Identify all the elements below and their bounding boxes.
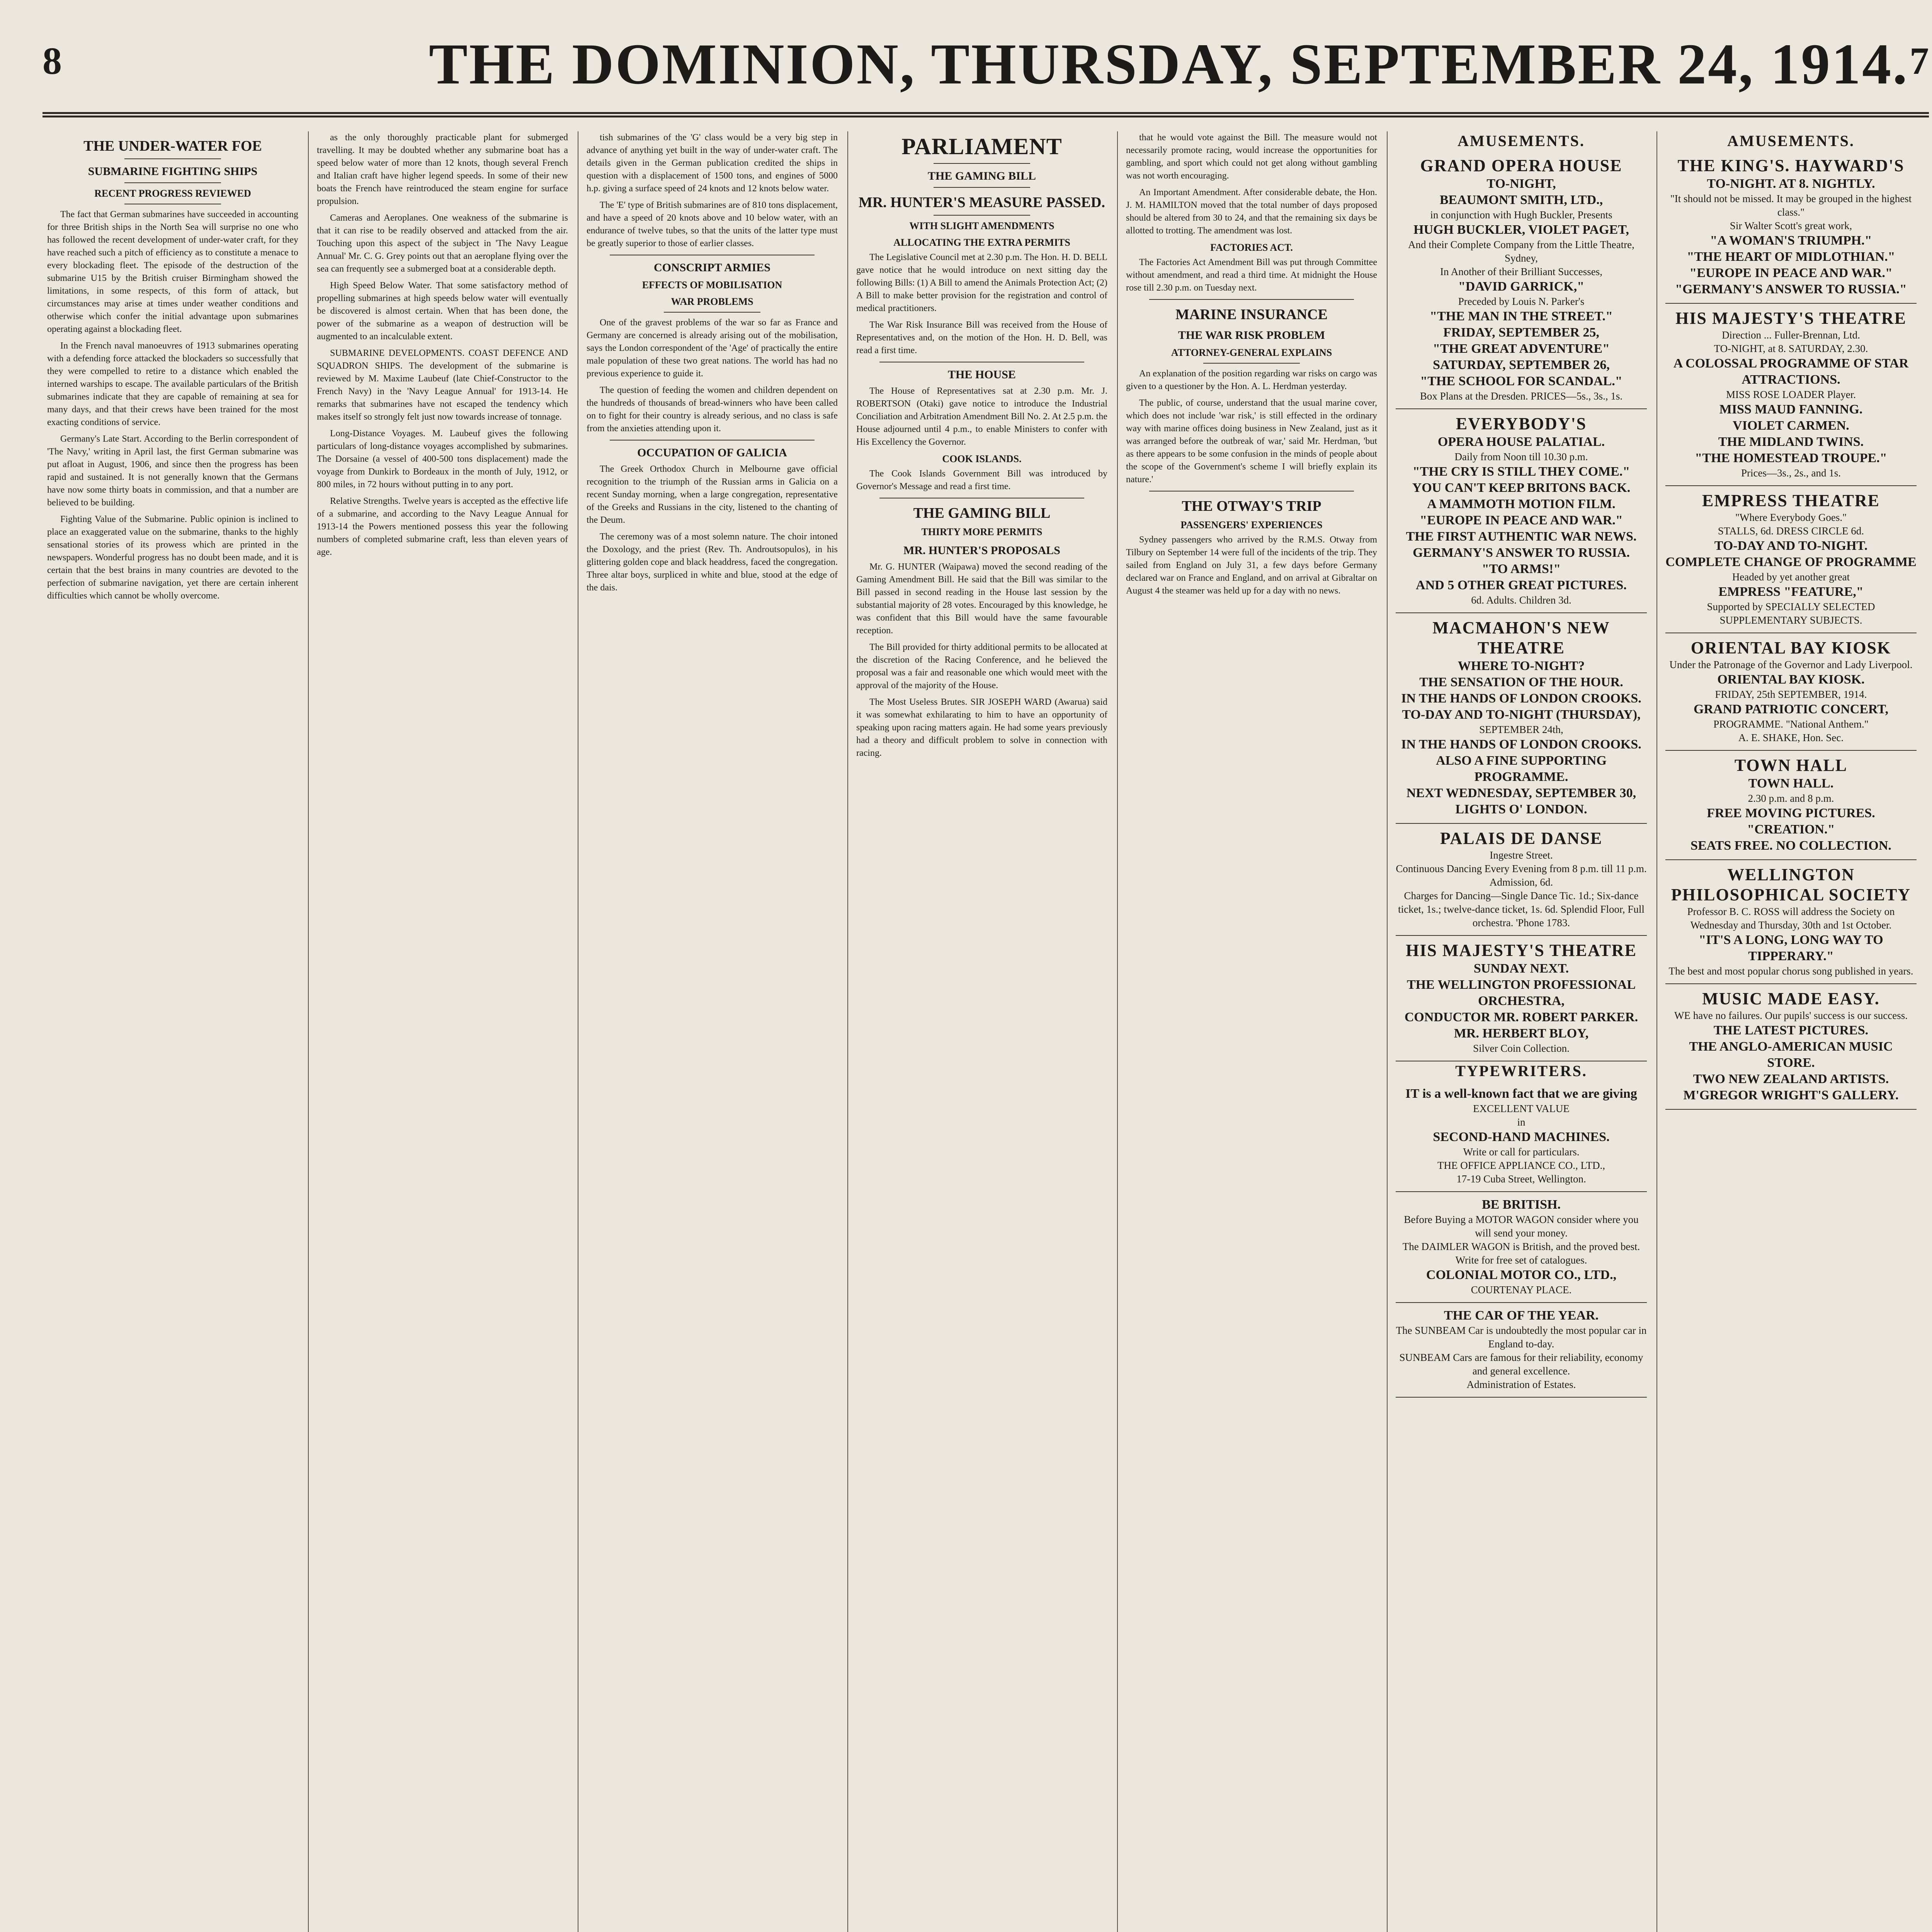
advertisement [1665, 151, 1917, 304]
article-paragraph: The Factories Act Amendment Bill was put through Committee without amendment, and read a third time. At midnight the House rose till 2.30 p.m. on Tuesday next. [1126, 257, 1377, 293]
ad-line: COURTENAY PLACE. [1471, 1284, 1572, 1296]
column-rule [1117, 131, 1118, 1932]
masthead-title: THE DOMINION, THURSDAY, SEPTEMBER 24, 1914. [429, 32, 1909, 96]
advertisement [1396, 824, 1647, 936]
ad-title: MUSIC MADE EASY. [1702, 989, 1880, 1008]
ad-line: THE ANGLO-AMERICAN MUSIC STORE. [1689, 1039, 1893, 1070]
article-paragraph: The 'E' type of British submarines are of 810 tons displacement, and have a speed of 20 knots above and 10 below water, with an endurance of twelve tubes, so that the units of the latter type must be greatly superior to those of earlier classes. [587, 200, 838, 248]
advertisement [1396, 409, 1647, 613]
article-paragraph: The Bill provided for thirty additional permits to be allocated at the discretion of the Racing Conference, and he believed the proposal was a fair and reasonable one which would meet with the approval of the majority of the House. [856, 642, 1107, 690]
article-subheadline: PASSENGERS' EXPERIENCES [1180, 519, 1323, 531]
column-7 [1665, 131, 1917, 1932]
ad-line: THE MIDLAND TWINS. [1718, 435, 1864, 449]
divider [124, 158, 221, 159]
article-paragraph: that he would vote against the Bill. The measure would not necessarily promote racing, would increase the opportunities for gambling, and sport which could not get along without gambling was not worth encouraging. [1126, 133, 1377, 181]
ad-line: Administration of Estates. [1466, 1379, 1576, 1390]
ad-line: ALSO A FINE SUPPORTING PROGRAMME. [1436, 753, 1607, 784]
ad-line: THE CAR OF THE YEAR. [1444, 1308, 1599, 1323]
column-1 [47, 131, 298, 1932]
article-paragraph: An Important Amendment. After considerable debate, the Hon. J. M. HAMILTON moved that the total number of days proposed should be altered from 30 to 24, and that the remaining six days be allotted to trotting. The amendment was lost. [1126, 187, 1377, 236]
ad-line: TOWN HALL. [1748, 776, 1834, 791]
ad-line: IN THE HANDS OF LONDON CROOKS. [1401, 737, 1641, 752]
ad-line: Professor B. C. ROSS will address the Society on Wednesday and Thursday, 30th and 1st October. [1687, 906, 1895, 931]
column-rule [847, 131, 848, 1932]
advertisement [1665, 304, 1917, 486]
advertisement [1665, 486, 1917, 633]
ad-line: LIGHTS O' LONDON. [1455, 802, 1587, 816]
article-paragraph: The fact that German submarines have succeeded in accounting for three British ships in the North Sea will surprise no one who has followed the recent development of under-water craft, for they have reached such a pitch of efficiency as to constitute a menace to every blockading fleet. The episode of the destruction of the submarine U15 by the British cruiser Birmingham showed the limitations, in some respects, of this form of attack, but circumstances may arise at times under weather conditions and otherwise which confer the initial advantage upon submarines operating against a blockading fleet. [47, 209, 298, 334]
column-rule [1387, 131, 1388, 1932]
ad-line: COMPLETE CHANGE OF PROGRAMME [1665, 555, 1917, 569]
ad-line: TO-DAY AND TO-NIGHT. [1714, 539, 1868, 553]
article-headline: OCCUPATION OF GALICIA [637, 446, 787, 459]
advertisement [1665, 984, 1917, 1110]
article-paragraph: The question of feeding the women and children dependent on the hundreds of thousands of bread-winners who have been called on to fight for their country is already serious, and no class is safe from the anxieties attending upon it. [587, 385, 838, 434]
section-title: AMUSEMENTS. [1458, 132, 1585, 150]
advertisement [1665, 860, 1917, 984]
ad-line: The DAIMLER WAGON is British, and the proved best. [1402, 1241, 1640, 1252]
article-headline: MR. HUNTER'S MEASURE PASSED. [859, 194, 1105, 211]
ad-line: GERMANY'S ANSWER TO RUSSIA. [1413, 546, 1630, 560]
ad-line: AND 5 OTHER GREAT PICTURES. [1416, 578, 1627, 592]
ad-line: SEPTEMBER 24th, [1479, 724, 1563, 735]
ad-title: THE KING'S. HAYWARD'S [1677, 156, 1905, 175]
ad-line: Under the Patronage of the Governor and Lady Liverpool. [1669, 659, 1913, 670]
ad-line: Prices—3s., 2s., and 1s. [1741, 467, 1841, 479]
ad-line: GRAND PATRIOTIC CONCERT, [1693, 702, 1889, 716]
divider [1149, 299, 1354, 300]
ad-line: A COLOSSAL PROGRAMME OF STAR ATTRACTIONS. [1673, 356, 1909, 387]
article-paragraph: Long-Distance Voyages. M. Laubeuf gives the following particulars of long-distance voyages accomplished by submarines. The Dorsaine (a vessel of 400-500 tons displacement) made the voyage from Dunkirk to Bordeaux in the month of July, 1912, or 800 miles, in 72 hours without putting in to any port. [317, 429, 568, 490]
article-paragraph: The Most Useless Brutes. SIR JOSEPH WARD (Awarua) said it was somewhat exhilarating to him to have an opportunity of speaking upon racing matters again. He had some years previously had a theory and difficult problem to solve in connection with racing. [856, 697, 1107, 758]
article-paragraph: High Speed Below Water. That some satisfactory method of propelling submarines at high speeds below water will eventually be discovered is almost certain. When that has been done, the power of the submarine as a weapon of destruction will be augmented to an incalculable extent. [317, 281, 568, 342]
ad-line: "Where Everybody Goes." [1735, 512, 1847, 523]
ad-line: FRIDAY, 25th SEPTEMBER, 1914. [1715, 689, 1867, 700]
column-5 [1126, 131, 1377, 1932]
article-subheadline: RECENT PROGRESS REVIEWED [94, 188, 251, 199]
section-title: TYPEWRITERS. [1455, 1062, 1587, 1080]
divider [1203, 363, 1300, 364]
ad-line: WHERE TO-NIGHT? [1458, 659, 1585, 673]
ad-line: SEATS FREE. NO COLLECTION. [1690, 838, 1891, 853]
ad-line: YOU CAN'T KEEP BRITONS BACK. [1412, 481, 1631, 495]
ad-title: HIS MAJESTY'S THEATRE [1675, 309, 1906, 328]
article-paragraph: SUBMARINE DEVELOPMENTS. COAST DEFENCE AND SQUADRON SHIPS. The development of the submarine is reviewed by M. Maxime Laubeuf (late Chief-Constructor to the French Navy) in the 'Navy League Annual' for 1913-14. He remarks that submarines have not escaped the tendency which makes itself so strongly felt just now towards increase of tonnage. [317, 348, 568, 422]
ad-line: A MAMMOTH MOTION FILM. [1427, 497, 1616, 511]
ad-line: FREE MOVING PICTURES. [1707, 806, 1875, 820]
newspaper-page [43, 23, 1929, 1932]
article-subheadline: MR. HUNTER'S PROPOSALS [903, 544, 1060, 557]
advertisement-list [1665, 151, 1917, 1110]
advertisement-list [1396, 151, 1647, 1061]
article-subheadline: ATTORNEY-GENERAL EXPLAINS [1171, 347, 1332, 358]
ad-line: "EUROPE IN PEACE AND WAR." [1689, 266, 1893, 280]
advertisement [1396, 1303, 1647, 1398]
ad-line: And their Complete Company from the Little Theatre, Sydney, [1408, 239, 1634, 264]
ad-line: Sir Walter Scott's great work, [1730, 220, 1852, 231]
article-headline: CONSCRIPT ARMIES [653, 261, 770, 274]
article-subheadline: THIRTY MORE PERMITS [921, 526, 1043, 537]
article-paragraph: The House of Representatives sat at 2.30 p.m. Mr. J. ROBERTSON (Otaki) gave notice to introduce the Industrial Conciliation and Arbitration Amendment Bill No. 2. At 2.5 p.m. the House adjourned until 4 p.m., to enable Ministers to confer with His Excellency the Governor. [856, 386, 1107, 447]
ad-line: Daily from Noon till 10.30 p.m. [1454, 451, 1588, 463]
masthead-issue-number: 7 [1910, 39, 1929, 82]
ad-line: Direction ... Fuller-Brennan, Ltd. [1722, 329, 1860, 341]
ad-line: 17-19 Cuba Street, Wellington. [1456, 1173, 1586, 1185]
ad-line: TO-NIGHT. AT 8. NIGHTLY. [1707, 177, 1875, 191]
article-subheadline: THE WAR RISK PROBLEM [1178, 329, 1325, 342]
masthead [43, 23, 1929, 117]
ad-line: SECOND-HAND MACHINES. [1433, 1130, 1610, 1144]
ad-title: WELLINGTON PHILOSOPHICAL SOCIETY [1671, 865, 1911, 904]
ad-line: BE BRITISH. [1481, 1197, 1561, 1212]
section-headline: PARLIAMENT [901, 134, 1062, 159]
ad-line: SUNDAY NEXT. [1473, 961, 1569, 976]
article-paragraph: The Cook Islands Government Bill was introduced by Governor's Message and read a first time. [856, 469, 1107, 492]
ad-title: ORIENTAL BAY KIOSK [1690, 638, 1891, 657]
article-paragraph: Mr. G. HUNTER (Waipawa) moved the second reading of the Gaming Amendment Bill. He said that the Bill was similar to the Bill passed in second reading in the House last session by the substantial majority of 28 votes. Encouraged by this knowledge, he was confident that this Bill would have the same favourable reception. [856, 562, 1107, 636]
ad-line: Box Plans at the Dresden. PRICES—5s., 3s., 1s. [1420, 390, 1623, 402]
article-paragraph: The ceremony was of a most solemn nature. The choir intoned the Doxology, and the priest (Rev. Th. Androutsopulos), in his glittering golden cope and black headdress, faced the congregation. Three altar boys, surpliced in white and blue, stood at the edge of the dais. [587, 532, 838, 593]
ad-line: THE FIRST AUTHENTIC WAR NEWS. [1406, 529, 1637, 544]
ad-line: BEAUMONT SMITH, LTD., [1439, 193, 1603, 207]
ad-line: "EUROPE IN PEACE AND WAR." [1420, 513, 1623, 527]
article-headline: THE GAMING BILL [913, 505, 1051, 521]
ad-line: Silver Coin Collection. [1473, 1043, 1570, 1054]
ad-line: "THE HEART OF MIDLOTHIAN." [1687, 250, 1895, 264]
column-rule [308, 131, 309, 1932]
article-headline: MARINE INSURANCE [1175, 306, 1328, 323]
ad-line: OPERA HOUSE PALATIAL. [1437, 435, 1605, 449]
article-subheadline: ALLOCATING THE EXTRA PERMITS [893, 237, 1070, 248]
ad-line: Write for free set of catalogues. [1455, 1254, 1587, 1266]
ad-line: Ingestre Street. [1490, 849, 1553, 861]
ad-line: In Another of their Brilliant Successes, [1440, 266, 1602, 277]
advertisement [1396, 613, 1647, 824]
ad-line: IN THE HANDS OF LONDON CROOKS. [1401, 691, 1641, 706]
divider [934, 163, 1030, 164]
ad-line: "TO ARMS!" [1481, 562, 1561, 576]
ad-line: MR. HERBERT BLOY, [1454, 1026, 1589, 1041]
article-paragraph: The Greek Orthodox Church in Melbourne gave official recognition to the triumph of the Russian arms in Galicia on a recent Sunday morning, when a large congregation, representative of the Greeks and Russians in the city, listened to the chanting of the Deum. [587, 464, 838, 525]
ad-line: TWO NEW ZEALAND ARTISTS. [1693, 1072, 1889, 1086]
ad-line: "GERMANY'S ANSWER TO RUSSIA." [1675, 282, 1907, 296]
article-headline: THE OTWAY'S TRIP [1182, 498, 1321, 514]
ad-line: IT is a well-known fact that we are giving [1405, 1087, 1637, 1101]
divider [934, 187, 1030, 188]
ad-line: HUGH BUCKLER, VIOLET PAGET, [1413, 223, 1629, 237]
ad-title: TOWN HALL [1734, 756, 1848, 775]
ad-title: EVERYBODY'S [1456, 414, 1587, 433]
ad-line: SATURDAY, SEPTEMBER 26, [1433, 358, 1610, 372]
ad-line: 2.30 p.m. and 8 p.m. [1748, 793, 1834, 804]
ad-line: MISS MAUD FANNING. [1719, 402, 1863, 417]
ad-line: THE OFFICE APPLIANCE CO., LTD., [1437, 1160, 1605, 1171]
ad-title: HIS MAJESTY'S THEATRE [1406, 941, 1637, 960]
ad-line: FRIDAY, SEPTEMBER 25, [1443, 325, 1599, 340]
article-paragraph: The Legislative Council met at 2.30 p.m. The Hon. H. D. BELL gave notice that he would introduce on next sitting day the following Bills: (1) A Bill to amend the Animals Protection Act; (2) A Bill to make better provision for the registration and control of medical practitioners. [856, 252, 1107, 313]
article-paragraph: One of the gravest problems of the war so far as France and Germany are concerned is already arising out of the mobilisation, says the London correspondent of the 'Age' of practically the entire male population of these two great nations. The world has had no previous experience to guide it. [587, 318, 838, 379]
ad-line: "IT'S A LONG, LONG WAY TO TIPPERARY." [1699, 933, 1883, 963]
advertisement [1665, 751, 1917, 860]
section-title: AMUSEMENTS. [1727, 132, 1855, 150]
article-paragraph: The public, of course, understand that the usual marine cover, which does not include 'war risk,' is still effected in the ordinary way with marine offices doing business in New Zealand, just as it was arranged before the outbreak of war,' said Mr. Herdman, 'but as there appears to be some confusion in the minds of people about the scope of the Government's scheme I will briefly explain its nature.' [1126, 398, 1377, 485]
ad-line: COLONIAL MOTOR CO., LTD., [1426, 1268, 1617, 1282]
article-subheadline: WITH SLIGHT AMENDMENTS [909, 220, 1054, 231]
ad-line: PROGRAMME. "National Anthem." [1713, 718, 1869, 730]
ad-line: "THE CRY IS STILL THEY COME." [1412, 464, 1630, 479]
ad-line: M'GREGOR WRIGHT'S GALLERY. [1683, 1088, 1899, 1102]
column-2 [317, 131, 568, 1932]
ad-title: PALAIS DE DANSE [1440, 829, 1603, 848]
article-paragraph: An explanation of the position regarding war risks on cargo was given to a questioner by the Hon. A. L. Herdman yesterday. [1126, 369, 1377, 391]
advertisement [1396, 151, 1647, 409]
ad-line: MISS ROSE LOADER Player. [1726, 389, 1856, 400]
ad-line: "It should not be missed. It may be grouped in the highest class." [1670, 193, 1912, 218]
divider [934, 215, 1030, 216]
article-paragraph: In the French naval manoeuvres of 1913 submarines operating with a defending force attacked the blockaders so successfully that they were compelled to retire to a distance which enabled the interned warships to escape. The available particulars of the British submarines indicate that they are capable of remaining at sea for many days, and that their crews have been trained for the most exacting conditions of service. [47, 341, 298, 427]
ad-line: "THE GREAT ADVENTURE" [1433, 342, 1610, 356]
ad-line: WE have no failures. Our pupils' success is our success. [1674, 1010, 1908, 1021]
article-headline: THE HOUSE [948, 368, 1016, 381]
ad-title: MACMAHON'S NEW THEATRE [1432, 618, 1610, 657]
article-paragraph: Fighting Value of the Submarine. Public opinion is inclined to place an exaggerated value on the submarine, thanks to the highly sensational stories of its prowess which are printed in the newspapers. Wonderful progress has no doubt been made, and it is certain that the best brains in many countries are devoted to the perfection of submarine navigation, yet there are certain inherent difficulties which cannot be wholly overcome. [47, 514, 298, 601]
ad-line: Write or call for particulars. [1463, 1146, 1580, 1158]
ad-line: TO-DAY AND TO-NIGHT (THURSDAY), [1402, 707, 1641, 722]
article-paragraph: Germany's Late Start. According to the Berlin correspondent of 'The Navy,' writing in April last, the first German submarine was put afloat in August, 1906, and since then the progress has been rapid and sustained. It is not generally known that the Germans have now some thirty boats in commission, and that a number are believed to be building. [47, 434, 298, 508]
advertisement [1396, 1192, 1647, 1303]
divider [1149, 491, 1354, 492]
ad-line: Headed by yet another great [1732, 571, 1850, 583]
ad-line: A. E. SHAKE, Hon. Sec. [1738, 732, 1844, 743]
article-paragraph: Cameras and Aeroplanes. One weakness of the submarine is that it can rise to be readily observed and attacked from the air. Touching upon this aspect of the subject in 'The Navy League Annual' Mr. C. G. Grey points out that an aeroplane flying over the sea can frequently see a submerged boat at a considerable depth. [317, 213, 568, 274]
ad-line: EXCELLENT VALUE [1473, 1103, 1570, 1114]
article-paragraph: Sydney passengers who arrived by the R.M.S. Otway from Tilbury on September 14 were full of the incidents of the trip. They sailed from England on July 31, a few days before Germany declared war on France and England, and on arrival at Gibraltar on August 4 the steamer was held up for a day with no news. [1126, 535, 1377, 596]
ad-line: Supported by SPECIALLY SELECTED SUPPLEMENTARY SUBJECTS. [1707, 601, 1875, 626]
article-subheadline: EFFECTS OF MOBILISATION [642, 279, 782, 291]
column-6 [1396, 131, 1647, 1932]
ad-line: "CREATION." [1747, 822, 1835, 837]
ad-line: VIOLET CARMEN. [1733, 418, 1849, 433]
article-paragraph: as the only thoroughly practicable plant for submerged travelling. It may be doubted whether any submarine boat has a speed below water of more than 12 knots, though several French and Italian craft have higher legend speeds. In some of their new boats the French have reintroduced the steam engine for surface propulsion. [317, 133, 568, 206]
article-paragraph: The War Risk Insurance Bill was received from the House of Representatives and, on the motion of the Hon. H. D. Bell, was read a first time. [856, 320, 1107, 355]
ad-line: in [1517, 1116, 1526, 1128]
ad-line: THE LATEST PICTURES. [1713, 1023, 1869, 1037]
column-rule [1656, 131, 1657, 1932]
article-subheadline: WAR PROBLEMS [671, 296, 753, 307]
article-subheadline: THE GAMING BILL [927, 170, 1036, 182]
divider [664, 312, 760, 313]
ad-title: EMPRESS THEATRE [1702, 491, 1880, 510]
ad-line: Continuous Dancing Every Evening from 8 p.m. till 11 p.m. Admission, 6d. [1396, 863, 1647, 888]
ad-line: THE SENSATION OF THE HOUR. [1419, 675, 1623, 689]
article-subheadline: SUBMARINE FIGHTING SHIPS [88, 165, 258, 178]
ad-title: GRAND OPERA HOUSE [1420, 156, 1622, 175]
ad-line: Charges for Dancing—Single Dance Tic. 1d.; Six-dance ticket, 1s.; twelve-dance ticket, 1s. 6d. Splendid Floor, Full orchestra. 'Phone 1783. [1398, 890, 1645, 929]
ad-line: ORIENTAL BAY KIOSK. [1717, 672, 1865, 687]
ad-line: 6d. Adults. Children 3d. [1471, 594, 1571, 606]
ad-line: EMPRESS "FEATURE," [1718, 585, 1864, 599]
ad-line: TO-NIGHT, at 8. SATURDAY, 2.30. [1714, 343, 1868, 354]
ad-line: "DAVID GARRICK," [1458, 279, 1585, 294]
article-headline: THE UNDER-WATER FOE [83, 138, 262, 154]
ad-line: NEXT WEDNESDAY, SEPTEMBER 30, [1406, 786, 1636, 800]
ad-line: The SUNBEAM Car is undoubtedly the most popular car in England to-day. [1396, 1325, 1647, 1350]
article-subheadline: FACTORIES ACT. [1210, 242, 1293, 253]
advertisement [1665, 633, 1917, 751]
divider [124, 182, 221, 183]
column-4 [856, 131, 1107, 1932]
ad-line: "THE SCHOOL FOR SCANDAL." [1420, 374, 1622, 388]
column-3 [587, 131, 838, 1932]
advertisement [1396, 936, 1647, 1061]
ad-line: THE WELLINGTON PROFESSIONAL ORCHESTRA, [1406, 978, 1636, 1008]
ad-line: in conjunction with Hugh Buckler, Presents [1430, 209, 1612, 221]
article-subheadline: COOK ISLANDS. [942, 453, 1022, 464]
ad-line: SUNBEAM Cars are famous for their reliability, economy and general excellence. [1399, 1352, 1643, 1377]
ad-line: The best and most popular chorus song published in years. [1668, 965, 1913, 977]
ad-line: "THE HOMESTEAD TROUPE." [1695, 451, 1887, 465]
ad-line: Before Buying a MOTOR WAGON consider where you will send your money. [1404, 1214, 1639, 1239]
masthead-page-number: 8 [43, 39, 62, 82]
ad-line: STALLS, 6d. DRESS CIRCLE 6d. [1718, 525, 1864, 537]
article-paragraph: Relative Strengths. Twelve years is accepted as the effective life of a submarine, and according to the Navy League Annual for 1913-14 the Powers mentioned possess this year the following numbers of completed submarine craft, less than eleven years of age. [317, 496, 568, 557]
ad-line: TO-NIGHT, [1486, 177, 1556, 191]
ad-line: CONDUCTOR MR. ROBERT PARKER. [1404, 1010, 1638, 1024]
ad-line: "A WOMAN'S TRIUMPH." [1710, 233, 1872, 248]
ad-line: "THE MAN IN THE STREET." [1430, 309, 1613, 323]
article-paragraph: tish submarines of the 'G' class would be a very big step in advance of anything yet built in the way of under-water craft. The details given in the German publication credited the ships in question with a displacement of 1500 tons, and engines of 5000 h.p. giving a surface speed of 24 knots and 12 knots below water. [587, 133, 838, 194]
ad-line: Preceded by Louis N. Parker's [1458, 296, 1585, 307]
advertisement [1396, 1081, 1647, 1192]
